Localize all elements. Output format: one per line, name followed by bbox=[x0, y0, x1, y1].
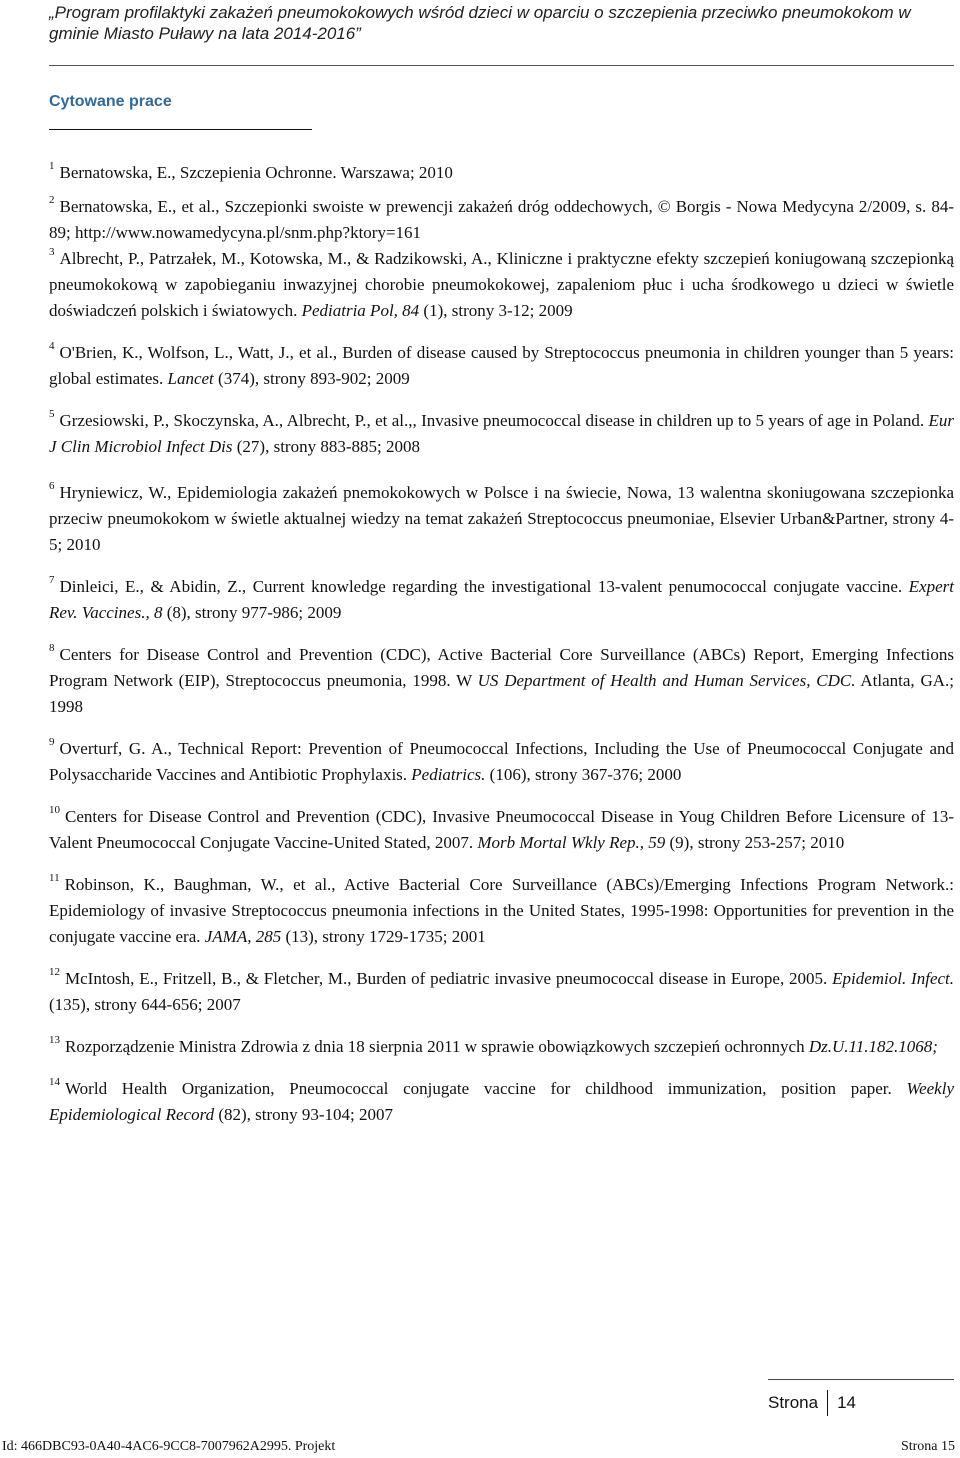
reference-source-title: Epidemiol. Infect. bbox=[832, 969, 955, 988]
reference-text: Dinleici, E., & Abidin, Z., Current knowledge regarding the investigational 13-valent penumococcal conjugate vaccine. bbox=[59, 577, 909, 596]
reference-text: Atlanta, GA.; 1998 bbox=[49, 671, 954, 716]
reference-text: (82), strony 93-104; 2007 bbox=[214, 1105, 394, 1124]
reference-text: Bernatowska, E., Szczepienia Ochronne. Warszawa; 2010 bbox=[59, 163, 453, 182]
reference-number: 9 bbox=[49, 736, 55, 749]
reference-source-title: Eur J Clin Microbiol Infect Dis bbox=[49, 411, 954, 456]
reference-text: Robinson, K., Baughman, W., et al., Active Bacterial Core Surveillance (ABCs)/Emerging Infections Program Network.: Epidemiology of invasive Streptococcus pneumonia infections in the United States, 1995-1998: Opportunities for prevention in the conjugate vaccine era. bbox=[49, 875, 954, 946]
reference-text: (9), strony 253-257; 2010 bbox=[665, 833, 845, 852]
reference-item bbox=[49, 408, 954, 460]
reference-source-title: Morb Mortal Wkly Rep., 59 bbox=[477, 833, 666, 852]
reference-number: 5 bbox=[49, 408, 55, 421]
reference-item bbox=[49, 966, 954, 1018]
reference-item bbox=[49, 340, 954, 392]
reference-item bbox=[49, 194, 954, 246]
reference-text: (8), strony 977-986; 2009 bbox=[162, 603, 342, 622]
reference-number: 14 bbox=[49, 1076, 60, 1089]
document-header-title: „Program profilaktyki zakażeń pneumokokowych wśród dzieci w oparciu o szczepienia przeciwko pneumokokom w gminie Miasto Puławy na lata 2014-2016” bbox=[49, 3, 911, 43]
footer-page-number: Strona 15 bbox=[900, 1439, 955, 1454]
reference-item bbox=[49, 642, 954, 720]
reference-text: O'Brien, K., Wolfson, L., Watt, J., et al., Burden of disease caused by Streptococcus pneumonia in children younger than 5 years: global estimates. bbox=[49, 343, 954, 388]
reference-text: (374), strony 893-902; 2009 bbox=[213, 369, 410, 388]
reference-list bbox=[49, 160, 954, 1128]
reference-number: 10 bbox=[49, 804, 60, 817]
reference-source-title: Pediatria Pol, 84 bbox=[301, 301, 420, 320]
reference-source-title: Expert Rev. Vaccines., 8 bbox=[49, 577, 954, 622]
reference-number: 3 bbox=[49, 246, 55, 259]
reference-text: Overturf, G. A., Technical Report: Prevention of Pneumococcal Infections, Including the Use of Pneumococcal Conjugate and Polysaccharide Vaccines and Antibiotic Prophylaxis. bbox=[49, 739, 954, 784]
reference-source-title: Dz.U.11.182.1068; bbox=[808, 1037, 938, 1056]
reference-number: 1 bbox=[49, 160, 55, 173]
reference-number: 13 bbox=[49, 1034, 60, 1047]
reference-text: (27), strony 883-885; 2008 bbox=[232, 437, 420, 456]
reference-text: McIntosh, E., Fritzell, B., & Fletcher, M., Burden of pediatric invasive pneumococcal disease in Europe, 2005. bbox=[65, 969, 833, 988]
reference-text: (135), strony 644-656; 2007 bbox=[49, 995, 241, 1014]
reference-source-title: Weekly Epidemiological Record bbox=[49, 1079, 954, 1124]
reference-number: 12 bbox=[49, 966, 60, 979]
page-number-label: Strona bbox=[768, 1393, 819, 1412]
reference-item bbox=[49, 1076, 954, 1128]
reference-number: 2 bbox=[49, 194, 55, 207]
reference-item bbox=[49, 736, 954, 788]
reference-text: Centers for Disease Control and Prevention (CDC), Invasive Pneumococcal Disease in Youg Children Before Licensure of 13-Valent Pneumococcal Conjugate Vaccine-United Stated, 2007. bbox=[49, 807, 954, 852]
reference-text: Rozporządzenie Ministra Zdrowia z dnia 18 sierpnia 2011 w sprawie obowiązkowych szczepień ochronnych bbox=[65, 1037, 809, 1056]
reference-text: Bernatowska, E., et al., Szczepionki swoiste w prewencji zakażeń dróg oddechowych, © Borgis - Nowa Medycyna 2/2009, s. 84-89; http://www.nowamedycyna.pl/snm.php?ktory=161 bbox=[49, 197, 954, 242]
reference-number: 4 bbox=[49, 340, 55, 353]
reference-text: (106), strony 367-376; 2000 bbox=[485, 765, 682, 784]
reference-source-title: JAMA, 285 bbox=[204, 927, 282, 946]
reference-text: Centers for Disease Control and Prevention (CDC), Active Bacterial Core Surveillance (ABCs) Report, Emerging Infections Program Network (EIP), Streptococcus pneumonia, 1998. W bbox=[49, 645, 954, 690]
page-number-rule bbox=[768, 1379, 954, 1380]
reference-item bbox=[49, 160, 954, 186]
footnote-separator bbox=[49, 129, 312, 130]
reference-item bbox=[49, 804, 954, 856]
reference-source-title: Pediatrics. bbox=[411, 765, 486, 784]
reference-item bbox=[49, 246, 954, 324]
reference-item bbox=[49, 574, 954, 626]
section-heading: Cytowane prace bbox=[49, 93, 172, 110]
page-number-value: 14 bbox=[837, 1393, 857, 1412]
page-number-box bbox=[768, 1386, 856, 1420]
reference-item bbox=[49, 872, 954, 950]
reference-number: 11 bbox=[49, 872, 60, 885]
page-number-separator bbox=[827, 1390, 828, 1416]
reference-item bbox=[49, 480, 954, 558]
reference-source-title: Lancet bbox=[167, 369, 214, 388]
header-divider bbox=[49, 65, 954, 66]
reference-text: World Health Organization, Pneumococcal conjugate vaccine for childhood immunization, position paper. bbox=[65, 1079, 907, 1098]
reference-source-title: US Department of Health and Human Services, CDC. bbox=[477, 671, 856, 690]
reference-text: (1), strony 3-12; 2009 bbox=[419, 301, 573, 320]
footer-document-id: Id: 466DBC93-0A40-4AC6-9CC8-7007962A2995. Projekt bbox=[2, 1439, 336, 1454]
reference-number: 6 bbox=[49, 480, 55, 493]
reference-text: Hryniewicz, W., Epidemiologia zakażeń pnemokokowych w Polsce i na świecie, Nowa, 13 walentna skoniugowana szczepionka przeciw pneumokokom w świetle aktualnej wiedzy na temat zakażeń Streptococcus pneumoniae, Elsevier Urban&Partner, strony 4-5; 2010 bbox=[49, 483, 954, 554]
reference-text: (13), strony 1729-1735; 2001 bbox=[281, 927, 486, 946]
reference-item bbox=[49, 1034, 954, 1060]
reference-number: 8 bbox=[49, 642, 55, 655]
reference-text: Albrecht, P., Patrzałek, M., Kotowska, M., & Radzikowski, A., Kliniczne i praktyczne efekty szczepień koniugowaną szczepionką pneumokokową w zapobieganiu inwazyjnej chorobie pneumokokowej, zapaleniom płuc i ucha środkowego u dzieci w świetle doświadczeń polskich i światowych. bbox=[49, 249, 954, 320]
reference-number: 7 bbox=[49, 574, 55, 587]
reference-text: Grzesiowski, P., Skoczynska, A., Albrecht, P., et al.,, Invasive pneumococcal disease in children up to 5 years of age in Poland. bbox=[59, 411, 929, 430]
